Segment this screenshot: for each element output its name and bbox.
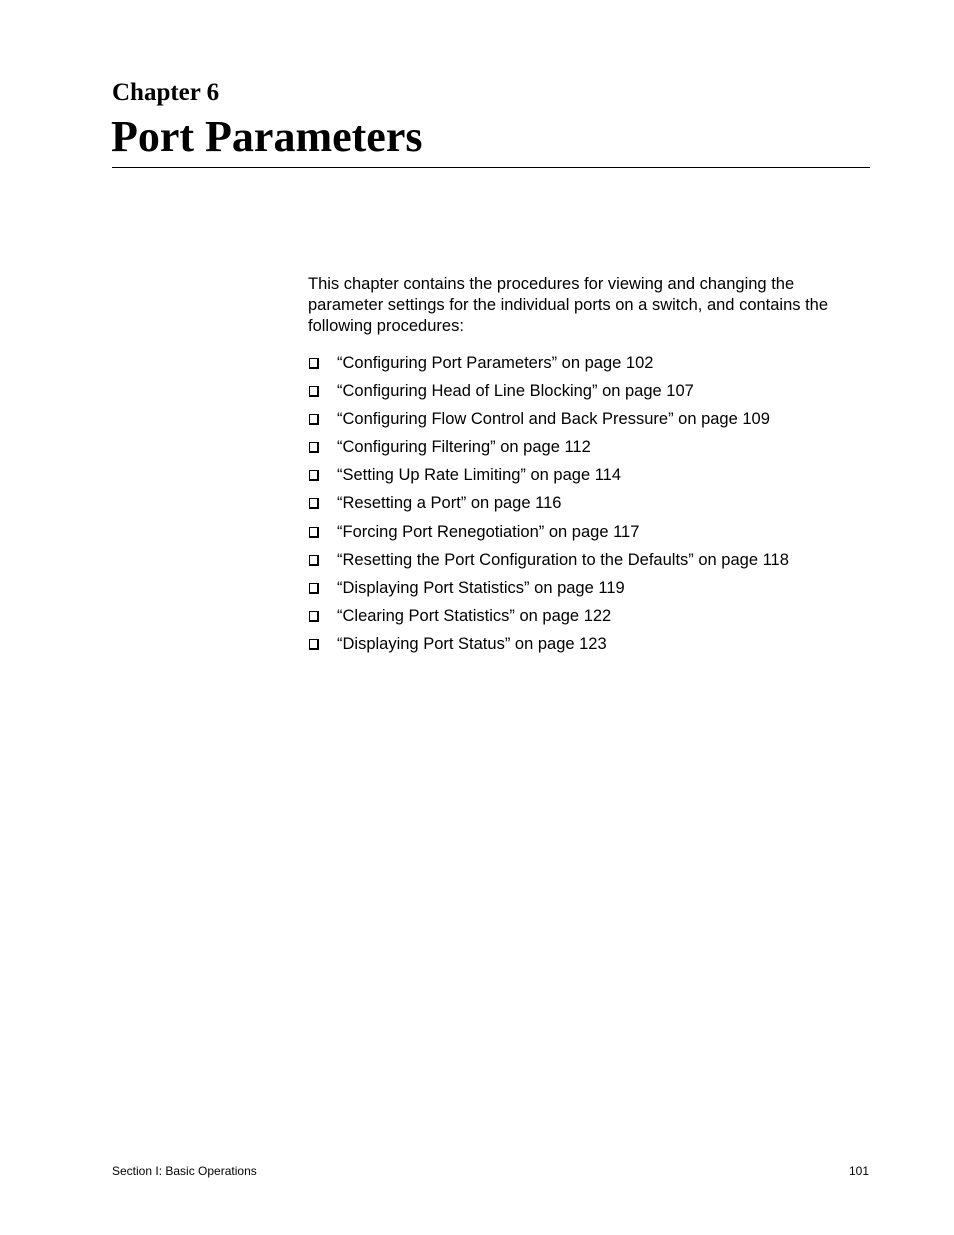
- list-item[interactable]: [308, 605, 868, 633]
- list-item[interactable]: [308, 492, 868, 520]
- checkbox-bullet-icon: [309, 555, 319, 566]
- list-item-text[interactable]: “Configuring Filtering” on page 112: [337, 438, 591, 457]
- list-item[interactable]: [308, 577, 868, 605]
- checkbox-bullet-icon: [309, 470, 319, 481]
- chapter-label: Chapter 6: [112, 79, 220, 106]
- procedure-list: [308, 352, 868, 661]
- list-item[interactable]: [308, 549, 868, 577]
- list-item[interactable]: [308, 408, 868, 436]
- list-item-text[interactable]: “Configuring Port Parameters” on page 102: [337, 354, 654, 372]
- checkbox-bullet-icon: [309, 414, 319, 425]
- checkbox-bullet-icon: [309, 498, 319, 509]
- list-item-text[interactable]: “Resetting a Port” on page 116: [337, 494, 562, 513]
- list-item-text[interactable]: “Resetting the Port Configuration to the Defaults” on page 118: [337, 550, 789, 569]
- intro-paragraph: This chapter contains the procedures for viewing and changing the parameter settings for the individual ports on a switch, and contains the following procedures:: [308, 275, 829, 335]
- list-item[interactable]: [308, 436, 868, 464]
- checkbox-bullet-icon: [309, 611, 319, 622]
- list-item[interactable]: [308, 633, 868, 661]
- list-item[interactable]: [308, 380, 868, 408]
- list-item-text[interactable]: “Configuring Head of Line Blocking” on page 107: [337, 382, 694, 401]
- checkbox-bullet-icon: [309, 386, 319, 397]
- list-item-text[interactable]: “Displaying Port Status” on page 123: [337, 634, 607, 653]
- checkbox-bullet-icon: [309, 639, 319, 650]
- title-rule: [112, 167, 870, 168]
- list-item[interactable]: [308, 521, 868, 549]
- checkbox-bullet-icon: [309, 527, 319, 538]
- checkbox-bullet-icon: [309, 442, 319, 453]
- list-item-text[interactable]: “Forcing Port Renegotiation” on page 117: [337, 522, 640, 541]
- list-item-text[interactable]: “Displaying Port Statistics” on page 119: [337, 578, 625, 597]
- checkbox-bullet-icon: [309, 583, 319, 594]
- chapter-title: Port Parameters: [111, 112, 423, 161]
- list-item-text[interactable]: “Configuring Flow Control and Back Pressure” on page 109: [337, 410, 770, 429]
- footer-page-number: 101: [848, 1164, 869, 1178]
- list-item-text[interactable]: “Clearing Port Statistics” on page 122: [337, 606, 612, 625]
- footer-section: Section I: Basic Operations: [112, 1164, 257, 1178]
- checkbox-bullet-icon: [309, 358, 319, 369]
- list-item-text[interactable]: “Setting Up Rate Limiting” on page 114: [337, 466, 622, 485]
- list-item[interactable]: [308, 352, 868, 380]
- list-item[interactable]: [308, 464, 868, 492]
